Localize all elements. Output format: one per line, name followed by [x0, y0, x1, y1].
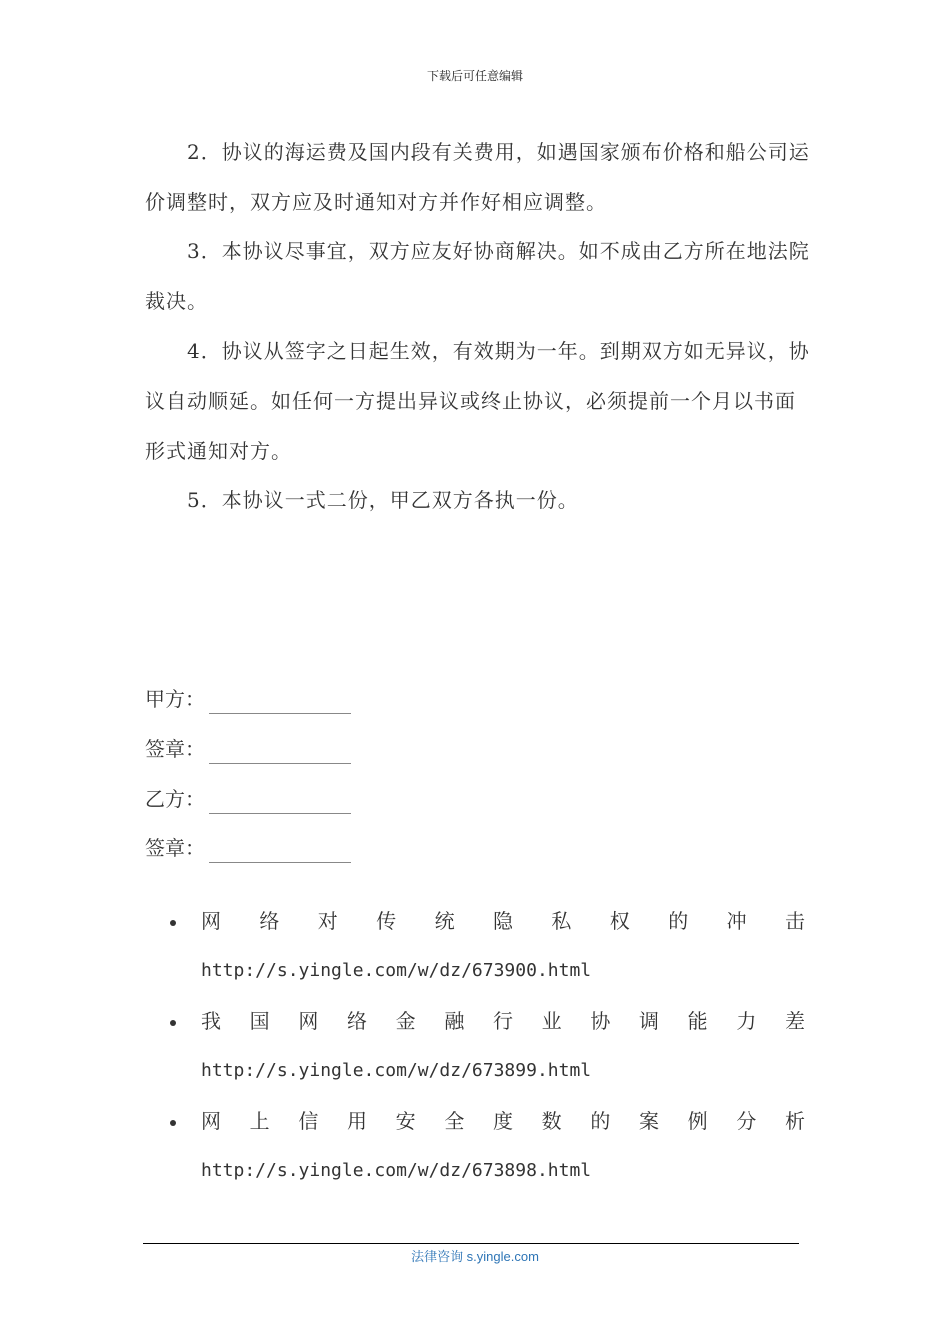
signature-label: 甲方： — [145, 687, 205, 711]
signature-party-b — [145, 784, 351, 814]
signature-label: 乙方： — [145, 787, 205, 811]
signature-blank-line — [209, 791, 351, 814]
signature-seal-a — [145, 734, 351, 764]
signature-party-a — [145, 684, 351, 714]
paragraph-2: 2．协议的海运费及国内段有关费用，如遇国家颁布价格和船公司运价调整时，双方应及时通知对方并作好相应调整。 — [145, 140, 810, 214]
bullet-icon — [170, 1020, 176, 1026]
signature-blank-line — [209, 741, 351, 764]
paragraph-4: 4．协议从签字之日起生效，有效期为一年。到期双方如无异议，协议自动顺延。如任何一方提出异议或终止协议，必须提前一个月以书面形式通知对方。 — [145, 339, 810, 463]
signature-seal-b — [145, 833, 351, 863]
signature-blank-line — [209, 840, 351, 863]
related-link-title[interactable]: 网上信用安全度数的案例分析 — [201, 1109, 807, 1133]
paragraph-3: 3．本协议尽事宜，双方应友好协商解决。如不成由乙方所在地法院裁决。 — [145, 239, 810, 313]
bullet-icon — [170, 920, 176, 926]
signature-blank-line — [209, 691, 351, 714]
signature-label: 签章： — [145, 737, 205, 761]
paragraph-5: 5．本协议一式二份，甲乙双方各执一份。 — [187, 488, 579, 512]
related-link-url[interactable]: http://s.yingle.com/w/dz/673900.html — [201, 960, 592, 981]
related-link-url[interactable]: http://s.yingle.com/w/dz/673898.html — [201, 1160, 592, 1181]
related-link-title[interactable]: 网络对传统隐私权的冲击 — [201, 909, 807, 933]
bullet-icon — [170, 1120, 176, 1126]
related-link-title[interactable]: 我国网络金融行业协调能力差 — [201, 1009, 807, 1033]
header-note: 下载后可任意编辑 — [426, 69, 523, 83]
related-link-url[interactable]: http://s.yingle.com/w/dz/673899.html — [201, 1060, 592, 1081]
signature-label: 签章： — [145, 836, 205, 860]
footer-divider — [143, 1243, 799, 1244]
footer-link[interactable]: 法律咨询 s.yingle.com — [411, 1249, 539, 1264]
